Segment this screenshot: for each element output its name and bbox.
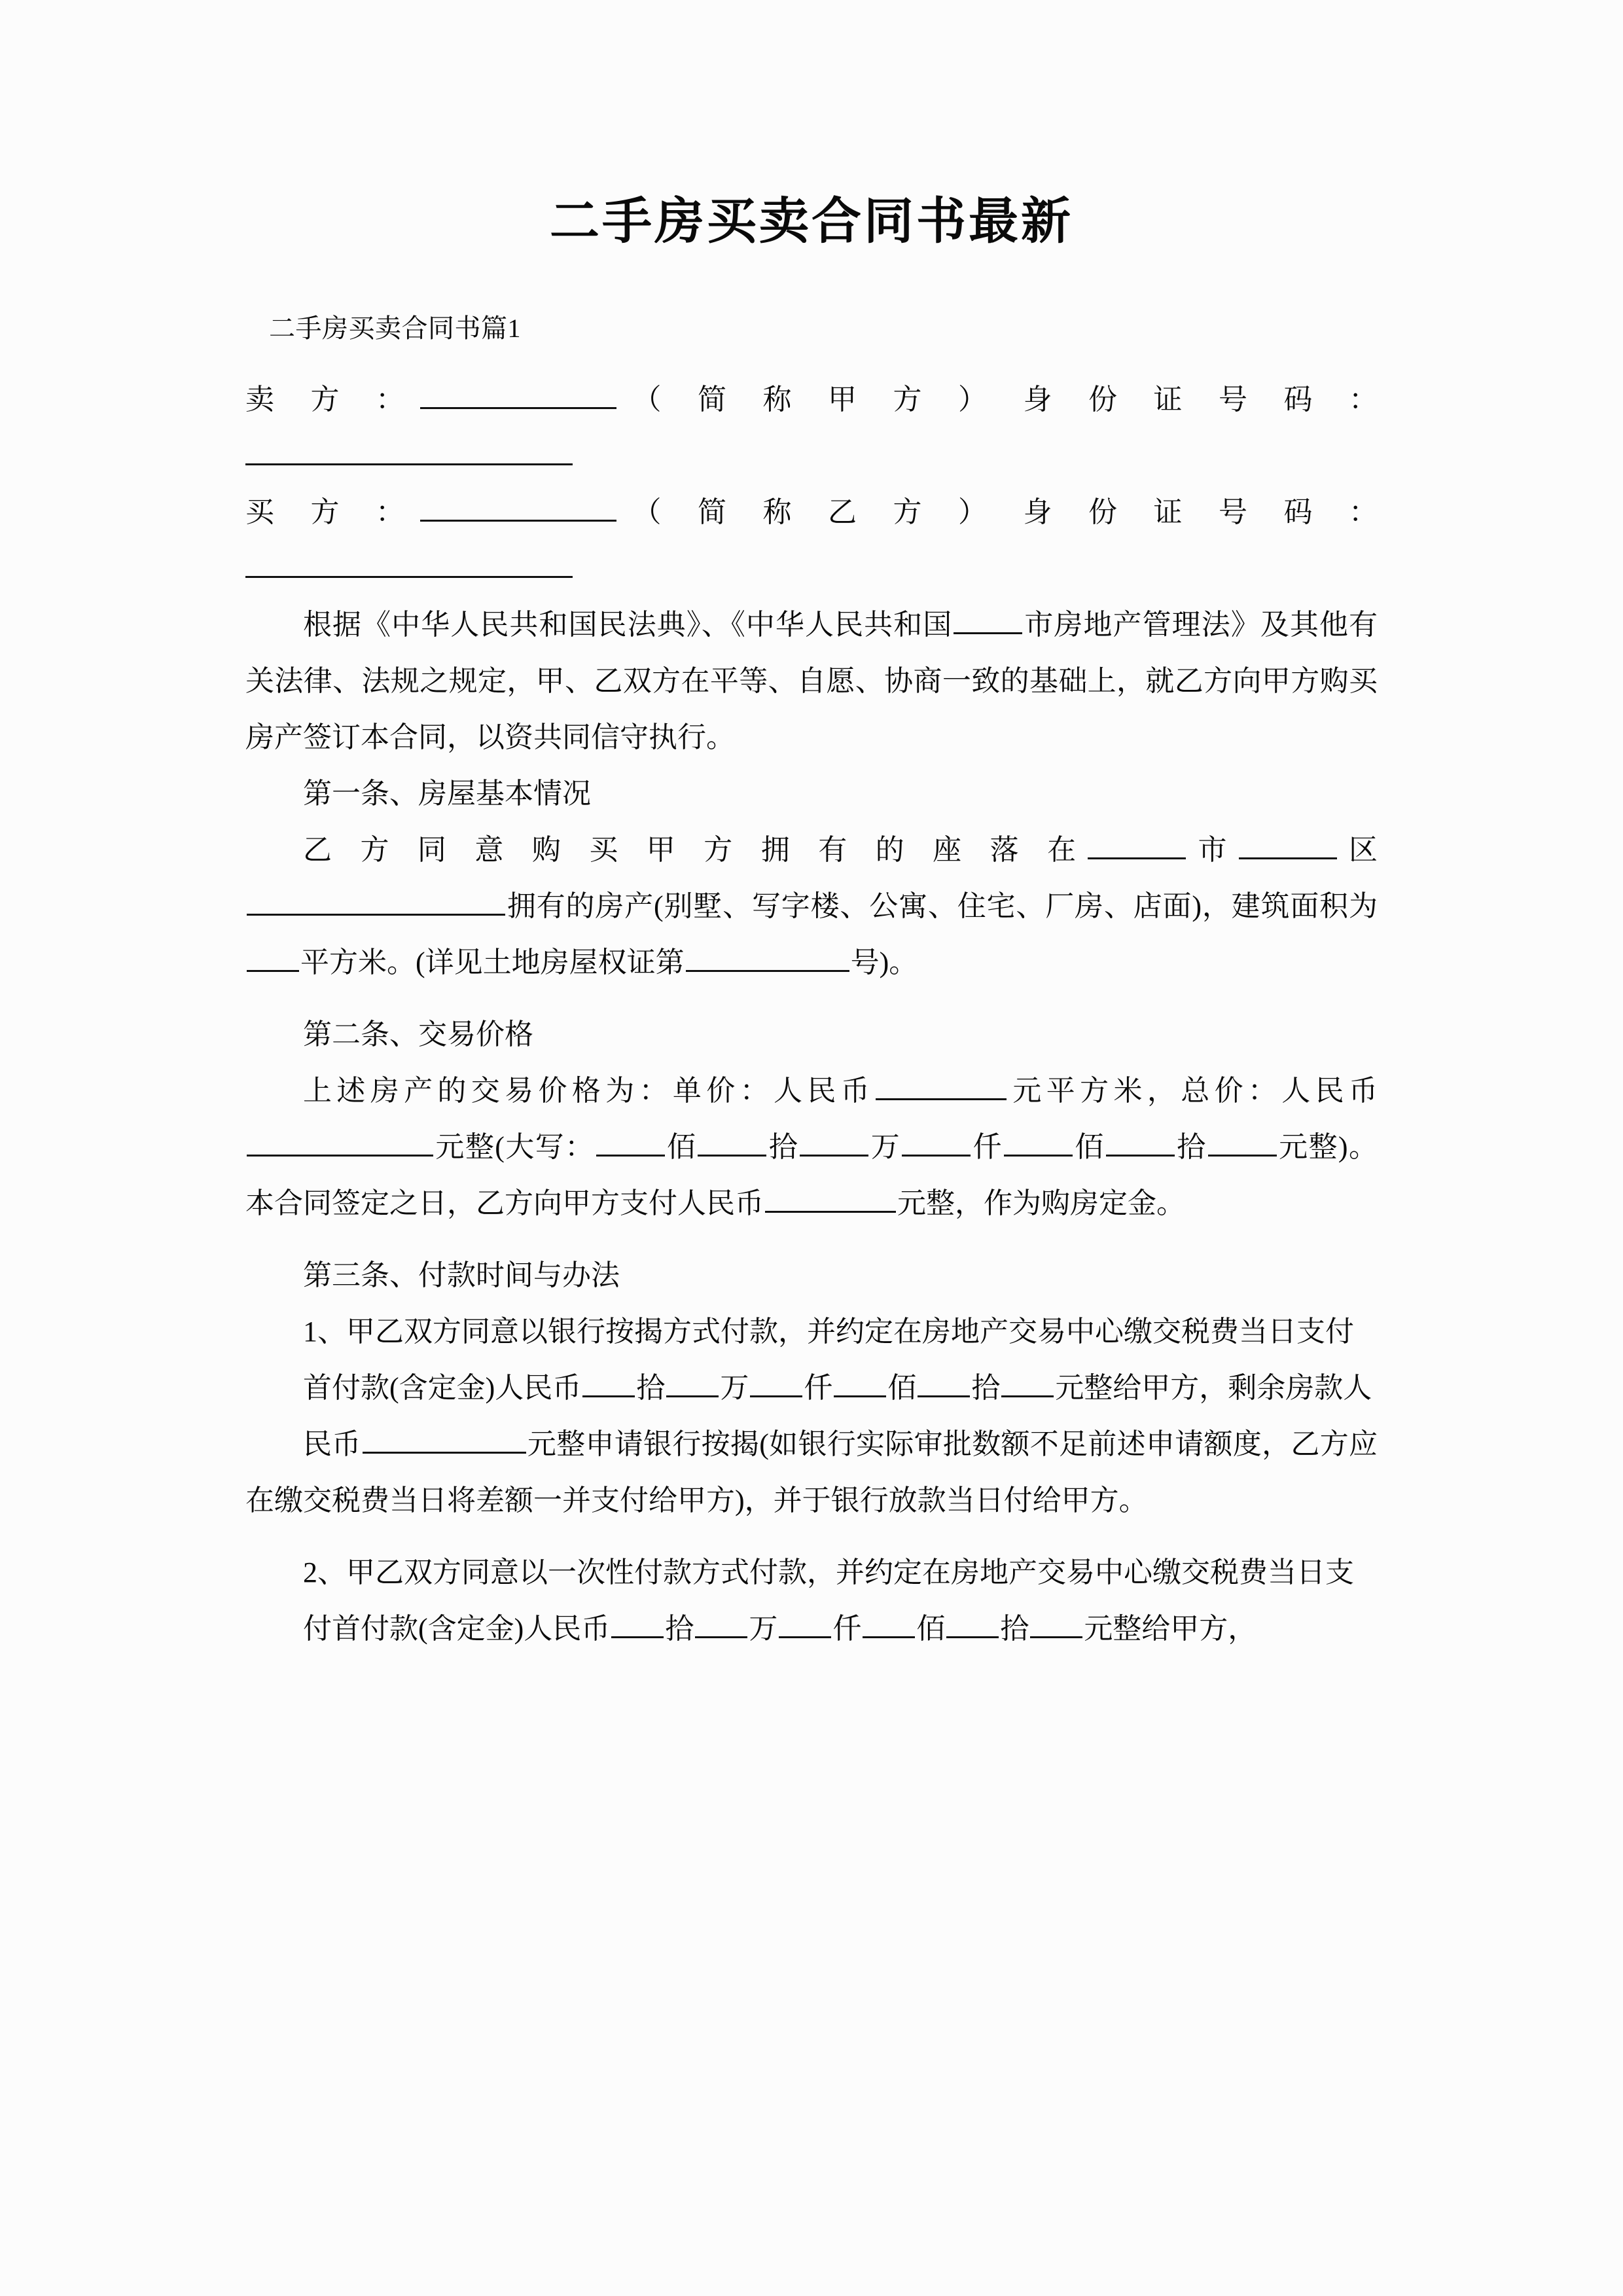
- clause2-text-b: 元平方米，总价：人民币: [1008, 1075, 1378, 1107]
- city-blank[interactable]: [1088, 829, 1186, 859]
- clause1-city-unit: 市: [1187, 834, 1238, 866]
- preamble-text-2: 其他有关法律、法规之规定，甲、乙双方在平等、自愿、协商一致的基础上，就: [245, 609, 1378, 697]
- clause3-item2-unit-shi1: 拾: [665, 1613, 694, 1645]
- clause2-unit-wan: 万: [870, 1131, 901, 1163]
- amount-wan-blank[interactable]: [800, 1126, 868, 1157]
- clause1-line1: [245, 822, 1378, 878]
- clause3-heading: 第三条、付款时间与办法: [303, 1259, 620, 1291]
- buyer-id-blank-row: [245, 541, 1378, 597]
- clause3-item2-unit-bai: 佰: [916, 1613, 946, 1645]
- clause2-text-f: 元整，作为购房定金。: [897, 1187, 1185, 1219]
- clause3-item1-text-7: 元整申请银行按揭(如银行实际审批数额不足前述申请额: [527, 1428, 1233, 1460]
- clause2-text-d: 元整)。: [1277, 1131, 1378, 1163]
- city-blank-law[interactable]: [954, 603, 1022, 634]
- lump-qian-blank[interactable]: [779, 1607, 831, 1638]
- clause3-item1-unit-shi1: 拾: [636, 1372, 666, 1404]
- section-label: 二手房买卖合同书篇1: [269, 314, 521, 343]
- total-price-blank[interactable]: [247, 1126, 433, 1157]
- seller-suffix: （ 简 称 甲 方 ） 身 份 证 号 码 ：: [618, 384, 1378, 416]
- property-cert-blank[interactable]: [686, 941, 849, 972]
- amount-qian-blank[interactable]: [902, 1126, 971, 1157]
- clause3-item2-unit-shi2: 拾: [1000, 1613, 1029, 1645]
- amount-shi-1-blank[interactable]: [698, 1126, 766, 1157]
- seller-label: 卖 方 ：: [245, 384, 419, 416]
- preamble-text-b: 市房地产管理法》及: [1024, 609, 1290, 641]
- clause3-item2-line1: [245, 1545, 1378, 1601]
- preamble-paragraph: [245, 597, 1378, 766]
- clause3-item1-line3: [245, 1360, 1378, 1416]
- clause3-item1-unit-wan: 万: [720, 1372, 749, 1404]
- clause3-item2-text-1: 2、甲乙双方同意以一次性付款方式付款，并约定在房地产交易中心缴交税: [303, 1556, 1239, 1588]
- clause3-item1-text-6: 民币: [303, 1428, 361, 1460]
- clause3-item1-text-3: 首付款(含定金)人民币: [303, 1372, 582, 1404]
- clause2-text-c: 元整(大写：: [435, 1131, 595, 1163]
- down-shi-2-blank[interactable]: [918, 1367, 970, 1397]
- amount-shi-2-blank[interactable]: [1106, 1126, 1175, 1157]
- mortgage-amount-blank[interactable]: [363, 1423, 526, 1454]
- clause2-text-e: 本合同签定之日，乙方向甲方支付人民币: [245, 1187, 764, 1219]
- preamble-text-a: 根据《中华人民共和国民法典》、《中华人民共和国: [303, 609, 953, 641]
- clause2-body: [245, 1063, 1378, 1232]
- clause1-district-unit: 区: [1338, 834, 1378, 866]
- seller-line: [245, 372, 1378, 428]
- preamble-text-3: 乙方向甲方购买房产签订本合同，以资共同信守执行。: [245, 665, 1378, 753]
- clause1-text-c: 面)，建筑面积为: [1162, 890, 1378, 922]
- amount-bai-1-blank[interactable]: [596, 1126, 665, 1157]
- clause3-item1-text-9: 方。: [1090, 1484, 1148, 1516]
- clause3-item1-unit-bai: 佰: [887, 1372, 917, 1404]
- buyer-name-blank[interactable]: [420, 491, 616, 522]
- page-title: 二手房买卖合同书最新: [550, 194, 1073, 249]
- buyer-id-blank[interactable]: [245, 550, 573, 578]
- clause3-item1-line1: [245, 1304, 1378, 1360]
- clause1-text-a: 乙 方 同 意 购 买 甲 方 拥 有 的 座 落 在: [303, 834, 1087, 866]
- clause1-text-d: 平方米。(详见土地房屋权证第: [300, 946, 685, 978]
- address-blank[interactable]: [247, 885, 505, 916]
- deposit-blank[interactable]: [765, 1182, 896, 1213]
- lump-yuan-blank[interactable]: [1030, 1607, 1082, 1638]
- down-wan-blank[interactable]: [666, 1367, 719, 1397]
- seller-name-blank[interactable]: [420, 378, 616, 409]
- clause1-line2: [245, 878, 1378, 991]
- clause1-text-b: 拥有的房产(别墅、写字楼、公寓、住宅、厂房、店: [507, 890, 1163, 922]
- clause3-item2-text-4: 元整给甲方，: [1084, 1613, 1257, 1645]
- area-blank[interactable]: [247, 941, 299, 972]
- down-yuan-blank[interactable]: [1001, 1367, 1054, 1397]
- clause2-unit-qian: 仟: [972, 1131, 1003, 1163]
- clause3-item1-text-4: 元整给甲方，: [1055, 1372, 1228, 1404]
- clause3-item1-text-1: 1、甲乙双方同意以银行按揭方式付款，并约定在房地产交易中心缴交税费: [303, 1316, 1239, 1348]
- lump-shi-2-blank[interactable]: [946, 1607, 999, 1638]
- clause2-text-a: 上述房产的交易价格为：单价：人民币: [303, 1075, 875, 1107]
- amount-yuan-blank[interactable]: [1208, 1126, 1277, 1157]
- clause2-unit-bai2: 佰: [1073, 1131, 1105, 1163]
- district-blank[interactable]: [1239, 829, 1337, 859]
- lump-bai-blank[interactable]: [863, 1607, 915, 1638]
- clause3-item2-line3: [245, 1601, 1378, 1657]
- clause2-heading: 第二条、交易价格: [303, 1018, 533, 1050]
- clause3-item1-text-8: 度，乙方应在缴交税费当日将差额一并支付给甲方)，并于银行放款当日付给甲: [245, 1428, 1378, 1516]
- clause1-heading: 第一条、房屋基本情况: [303, 778, 591, 810]
- down-qian-blank[interactable]: [750, 1367, 802, 1397]
- clause3-item1-text-2: 当日支付: [1239, 1316, 1354, 1348]
- clause3-item2-unit-qian: 仟: [832, 1613, 862, 1645]
- document-content: [245, 0, 1378, 1657]
- lump-shi-1-blank[interactable]: [611, 1607, 664, 1638]
- clause3-item1-unit-qian: 仟: [804, 1372, 833, 1404]
- clause3-item2-text-3: 付首付款(含定金)人民币: [303, 1613, 611, 1645]
- clause3-item1-line5: [245, 1416, 1378, 1529]
- seller-id-blank-row: [245, 428, 1378, 484]
- clause3-item2-text-2: 费当日支: [1239, 1556, 1354, 1588]
- seller-id-blank[interactable]: [245, 437, 573, 465]
- clause2-unit-shi2: 拾: [1175, 1131, 1207, 1163]
- clause2-unit-shi1: 拾: [768, 1131, 799, 1163]
- unit-price-blank[interactable]: [876, 1069, 1007, 1100]
- down-shi-1-blank[interactable]: [582, 1367, 635, 1397]
- buyer-line: [245, 484, 1378, 541]
- amount-bai-2-blank[interactable]: [1004, 1126, 1073, 1157]
- down-bai-blank[interactable]: [834, 1367, 886, 1397]
- clause2-unit-bai1: 佰: [666, 1131, 697, 1163]
- buyer-label: 买 方 ：: [245, 496, 419, 528]
- clause1-text-e: 号)。: [850, 946, 918, 978]
- clause3-item2-unit-wan: 万: [749, 1613, 778, 1645]
- clause3-item1-text-5: 剩余房款人: [1228, 1372, 1372, 1404]
- buyer-suffix: （ 简 称 乙 方 ） 身 份 证 号 码 ：: [618, 496, 1378, 528]
- clause3-item1-unit-shi2: 拾: [971, 1372, 1001, 1404]
- lump-wan-blank[interactable]: [695, 1607, 747, 1638]
